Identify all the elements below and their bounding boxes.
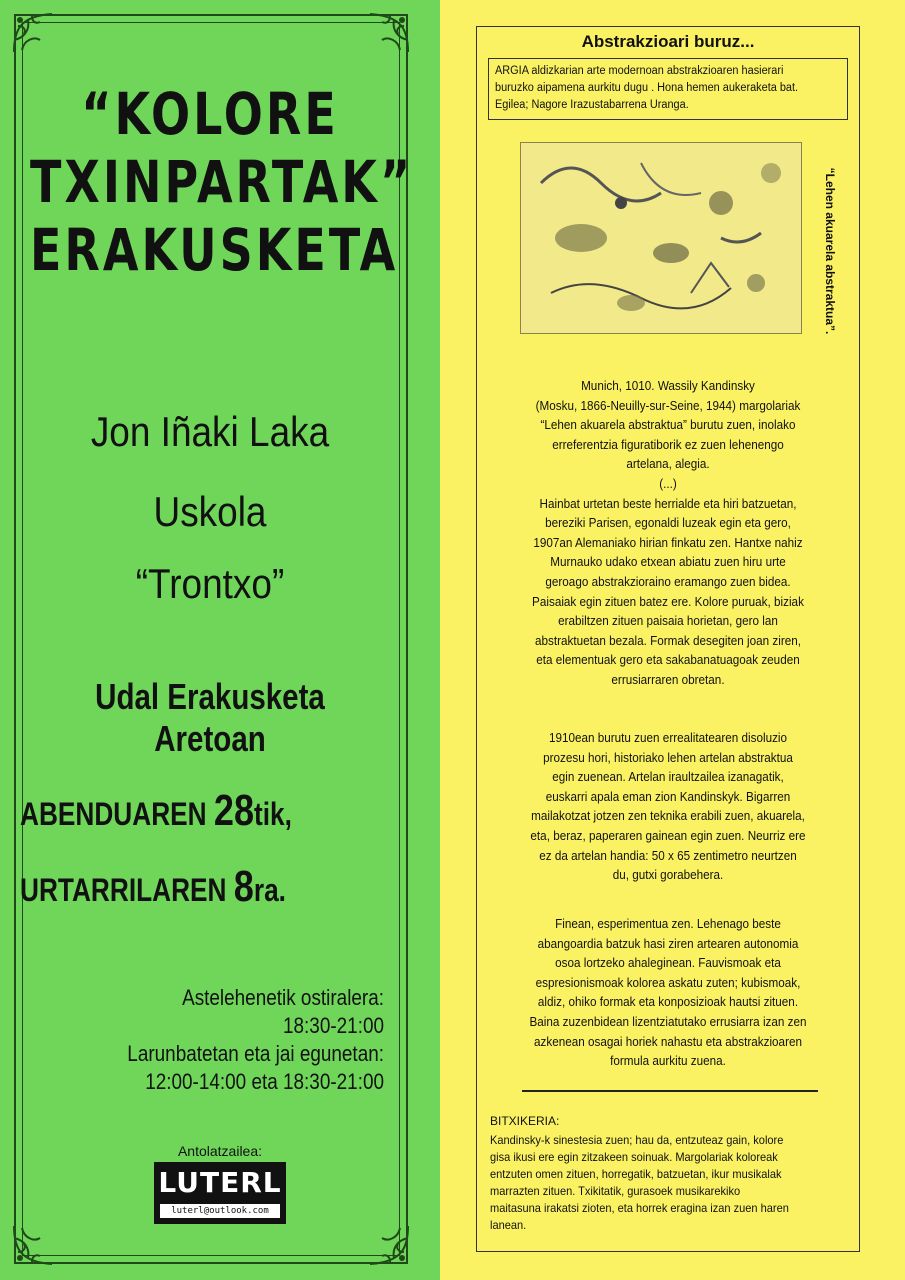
text-line: Paisaiak egin zituen batez ere. Kolore puruak, biziak — [532, 593, 804, 609]
text-line: du, gutxi gorabehera. — [612, 867, 724, 883]
ornament-corner-icon — [366, 10, 412, 56]
text-line: (Mosku, 1866-Neuilly-sur-Seine, 1944) margolariak — [535, 397, 801, 413]
text-line: aldiz, ohiko formak eta konposizioak hautsi zituen. — [537, 994, 799, 1010]
trivia-title: BITXIKERIA: — [490, 1114, 560, 1128]
organizer-email: luterl@outlook.com — [160, 1204, 280, 1218]
text-line: lanean. — [490, 1218, 527, 1232]
title-line: ERAKUSKETA — [30, 216, 399, 284]
logo-text: LUTERL — [158, 1166, 282, 1199]
hours-line: 18:30-21:00 — [283, 1013, 384, 1038]
text-line: (...) — [659, 475, 677, 491]
end-date — [20, 862, 332, 912]
exhibition-title — [30, 80, 414, 284]
divider — [522, 1090, 818, 1092]
text-line: erabiltzen zituen paisaia horietan, gero lan — [558, 613, 778, 629]
intro-line: buruzko aipamena aurkitu dugu . Hona hemen aukeraketa bat. — [495, 82, 799, 94]
text-line: Finean, esperimentua zen. Lehenago beste — [555, 916, 781, 931]
hours-line: 12:00-14:00 eta 18:30-21:00 — [145, 1069, 384, 1094]
text-line: osoa lortzeko ahaleginean. Fauvismoak eta — [555, 955, 781, 971]
text-line: marrazten zituen. Txikitatik, gurasoek musikarekiko — [490, 1184, 741, 1198]
text-line: Kandinsky-k sinestesia zuen; hau da, entzuteaz gain, kolore — [490, 1133, 784, 1147]
organizer-logo — [154, 1162, 286, 1224]
text-line: euskarri apala eman zion Kandinskyk. Bigarren — [545, 788, 791, 804]
text-line: formula aurkitu zuena. — [610, 1053, 726, 1069]
text-line: egin zuenean. Artelan iraultzailea izanagatik, — [552, 769, 784, 785]
text-line: gisa ikusi ere egin zitzakeen soinuak. Margolariak koloreak — [490, 1150, 778, 1164]
date-number: 8 — [233, 862, 254, 911]
intro-line: ARGIA aldizkarian arte modernoan abstrakzioaren hasierari — [495, 65, 784, 77]
hours-line: Larunbatetan eta jai egunetan: — [127, 1041, 385, 1066]
text-line: ez da artelan handia: 50 x 65 zentimetro neurtzen — [539, 847, 797, 863]
text-line: 1907an Alemaniako hirian finkatu zen. Hantxe nahiz — [533, 534, 803, 550]
artist-nickname: “Trontxo” — [135, 560, 285, 607]
title-line: TXINPARTAK” — [30, 148, 414, 216]
hours-line: Astelehenetik ostiralera: — [182, 985, 384, 1010]
venue: Udal Erakusketa Aretoan — [95, 676, 325, 759]
start-date — [20, 786, 332, 836]
text-line: errusiarraren obretan. — [611, 671, 725, 687]
text-line: Munich, 1010. Wassily Kandinsky — [581, 378, 755, 393]
text-line: eta, beraz, paperaren gainean egin zuen. Neurriz ere — [530, 827, 806, 843]
article-paragraph-1 — [478, 376, 858, 690]
date-text: ABENDUAREN — [20, 796, 214, 832]
text-line: Hainbat urtetan beste herrialde eta hiri batzuetan, — [539, 495, 797, 511]
ornament-corner-icon — [10, 10, 56, 56]
text-line: entzuten omen zituen, horregatik, batzuetan, ikur musikalak — [490, 1167, 782, 1181]
caption-text: “Lehen akuarela abstraktua”. — [823, 167, 837, 335]
intro-box — [488, 58, 848, 120]
ornament-corner-icon — [366, 1222, 412, 1268]
date-number: 28 — [213, 786, 255, 835]
text-line: 1910ean burutu zuen errealitatearen disoluzio — [548, 730, 788, 745]
intro-line: Egilea; Nagore Irazustabarrena Uranga. — [495, 99, 689, 111]
title-line: “KOLORE — [81, 80, 339, 148]
text-line: mailakotzat jotzen zen teknika erabili zuen, akuarela, — [531, 808, 805, 824]
painting-caption — [822, 152, 836, 352]
text-line: geroago abstrakzioraino eramango zuen bidea. — [545, 573, 791, 589]
article-title: Abstrakzioari buruz... — [581, 32, 755, 51]
text-line: prozesu hori, historiako lehen artelan abstraktua — [543, 749, 793, 765]
article-paragraph-3 — [478, 914, 858, 1071]
trivia-text — [490, 1132, 846, 1234]
article-paragraph-2 — [478, 728, 858, 885]
text-line: eta elementuak gero eta sakabanatuagoak zeuden — [536, 652, 800, 668]
text-line: bereziki Parisen, egonaldi luzeak egin eta gero, — [545, 515, 791, 531]
text-line: erreferentzia figuratiborik ez zuen lehenengo — [552, 436, 784, 452]
date-suffix: tik, — [254, 796, 292, 832]
artist-name-line: Uskola — [153, 488, 267, 535]
date-text: URTARRILAREN — [20, 872, 234, 908]
text-line: espresionismoak kolorea askatu zuten; kubismoak, — [535, 974, 801, 990]
artist-name-line: Jon Iñaki Laka — [90, 408, 330, 455]
text-line: azkenean osagai horiek nahastu eta abstrakzioaren — [533, 1033, 802, 1049]
text-line: maitasuna irakatsi zioten, eta horrek eragina izan zuen haren — [490, 1201, 789, 1215]
date-suffix: ra. — [253, 872, 286, 908]
text-line: artelana, alegia. — [626, 456, 710, 472]
organizer-label: Antolatzailea: — [177, 1143, 263, 1159]
text-line: “Lehen akuarela abstraktua” burutu zuen, inolako — [540, 417, 796, 433]
text-line: abangoardia batzuk hasi ziren artearen autonomia — [537, 935, 799, 951]
text-line: Murnauko udako etxean abiatu zuen hiru urte — [550, 554, 786, 570]
opening-hours — [60, 984, 384, 1096]
ornament-corner-icon — [10, 1222, 56, 1268]
painting-image — [520, 142, 802, 334]
text-line: Baina zuzenbidean lizentziatutako errusiarra izan zen — [529, 1013, 807, 1029]
text-line: abstraktuetan bezala. Formak desegiten joan ziren, — [534, 632, 802, 648]
